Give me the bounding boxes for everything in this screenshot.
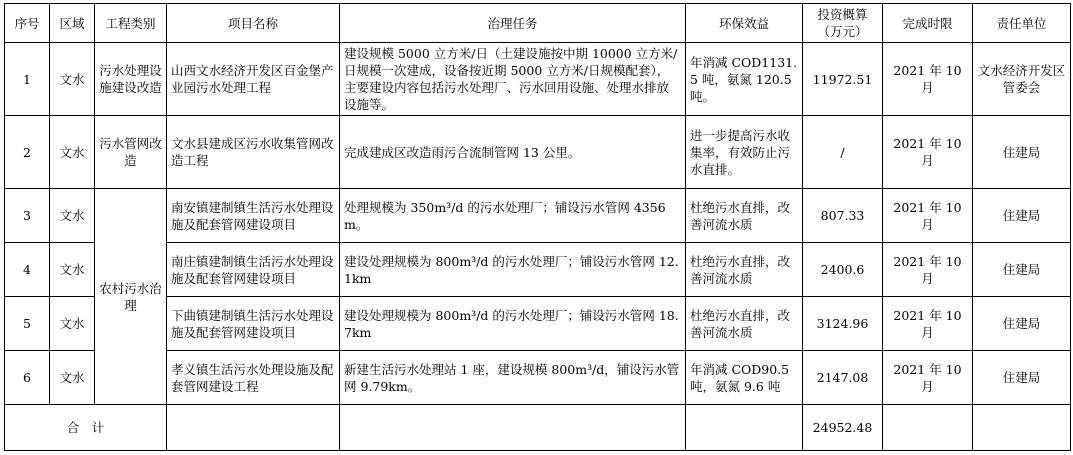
header-no: 序号 [5,4,50,43]
cell-area: 文水 [50,189,95,243]
cell-unit: 文水经济开发区管委会 [973,43,1071,116]
cell-project: 下曲镇建制镇生活污水处理设施及配套管网建设项目 [167,297,340,351]
cell-deadline: 2021 年 10 月 [883,116,973,189]
cell-deadline: 2021 年 10 月 [883,43,973,116]
total-empty-task [340,405,686,451]
header-task: 治理任务 [340,4,686,43]
header-row [5,4,1071,43]
total-row [5,405,1071,451]
header-deadline: 完成时限 [883,4,973,43]
cell-no: 2 [5,116,50,189]
cell-task: 完成建成区改造雨污合流制管网 13 公里。 [340,116,686,189]
cell-investment: / [803,116,883,189]
cell-category: 污水管网改造 [95,116,167,189]
cell-no: 6 [5,351,50,405]
header-unit: 责任单位 [973,4,1071,43]
cell-unit: 住建局 [973,243,1071,297]
cell-investment: 2147.08 [803,351,883,405]
cell-no: 1 [5,43,50,116]
cell-project: 文水县建成区污水收集管网改造工程 [167,116,340,189]
cell-no: 3 [5,189,50,243]
header-investment: 投资概算（万元） [803,4,883,43]
cell-project: 山西文水经济开发区百金堡产业园污水处理工程 [167,43,340,116]
cell-task: 新建生活污水处理站 1 座，建设规模 800m³/d，铺设污水管网 9.79km。 [340,351,686,405]
cell-area: 文水 [50,116,95,189]
cell-area: 文水 [50,351,95,405]
cell-task: 建设规模 5000 立方米/日（土建设施按中期 10000 立方米/日规模一次建成，设备按近期 5000 立方米/日规模配套），主要建设内容包括污水处理厂、污水回用设施、处理水排放设施等。 [340,43,686,116]
cell-unit: 住建局 [973,351,1071,405]
project-table [4,3,1071,451]
total-empty-benefit [686,405,803,451]
total-label: 合 计 [5,405,167,451]
cell-category: 污水处理设施建设改造 [95,43,167,116]
cell-deadline: 2021 年 10 月 [883,243,973,297]
header-category: 工程类别 [95,4,167,43]
cell-project: 南庄镇建制镇生活污水处理设施及配套管网建设项目 [167,243,340,297]
total-empty-unit [973,405,1071,451]
total-investment: 24952.48 [803,405,883,451]
cell-investment: 2400.6 [803,243,883,297]
cell-area: 文水 [50,43,95,116]
cell-task: 建设处理规模为 800m³/d 的污水处理厂；铺设污水管网 18.7km [340,297,686,351]
cell-category: 农村污水治理 [95,189,167,405]
cell-benefit: 年消减 COD1131.5 吨，氨氮 120.5 吨。 [686,43,803,116]
cell-benefit: 进一步提高污水收集率，有效防止污水直排。 [686,116,803,189]
table-row [5,189,1071,243]
cell-no: 4 [5,243,50,297]
cell-task: 建设处理规模为 800m³/d 的污水处理厂；铺设污水管网 12.1km [340,243,686,297]
cell-investment: 807.33 [803,189,883,243]
total-empty-project [167,405,340,451]
cell-deadline: 2021 年 10 月 [883,297,973,351]
total-empty-deadline [883,405,973,451]
cell-benefit: 年消减 COD90.5 吨，氨氮 9.6 吨 [686,351,803,405]
cell-investment: 11972.51 [803,43,883,116]
cell-benefit: 杜绝污水直排，改善河流水质 [686,297,803,351]
cell-no: 5 [5,297,50,351]
cell-deadline: 2021 年 10 月 [883,189,973,243]
cell-benefit: 杜绝污水直排，改善河流水质 [686,189,803,243]
cell-unit: 住建局 [973,189,1071,243]
header-area: 区域 [50,4,95,43]
table-row [5,43,1071,116]
header-benefit: 环保效益 [686,4,803,43]
cell-project: 孝义镇生活污水处理设施及配套管网建设工程 [167,351,340,405]
cell-project: 南安镇建制镇生活污水处理设施及配套管网建设项目 [167,189,340,243]
cell-unit: 住建局 [973,297,1071,351]
cell-area: 文水 [50,243,95,297]
cell-unit: 住建局 [973,116,1071,189]
cell-task: 处理规模为 350m³/d 的污水处理厂；铺设污水管网 4356m。 [340,189,686,243]
table-row [5,116,1071,189]
header-project: 项目名称 [167,4,340,43]
cell-investment: 3124.96 [803,297,883,351]
cell-area: 文水 [50,297,95,351]
cell-deadline: 2021 年 10 月 [883,351,973,405]
cell-benefit: 杜绝污水直排，改善河流水质 [686,243,803,297]
